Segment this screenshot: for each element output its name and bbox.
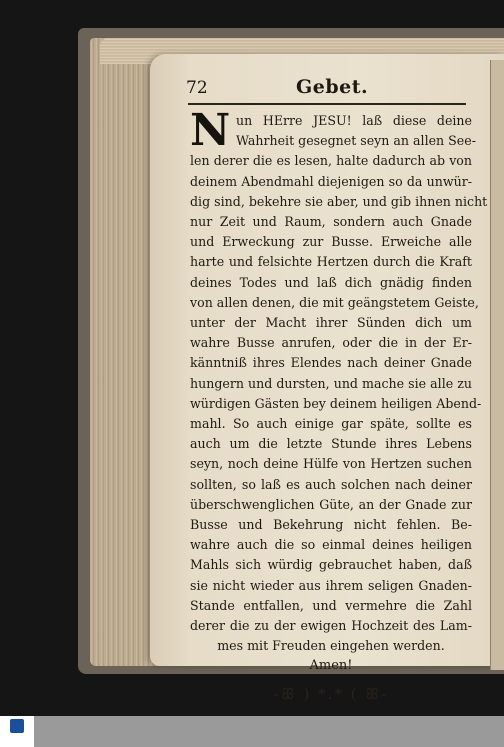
text-line: Wahrheit gesegnet seyn an allen See- — [236, 133, 476, 149]
text-line: deinem Abendmahl diejenigen so da unwür- — [190, 173, 472, 189]
text-line: wahre Busse anrufen, oder die in der Er- — [190, 335, 472, 351]
text-line: derer die zu der ewigen Hochzeit des Lam- — [190, 618, 472, 633]
text-line: mahl. So auch einige gar späte, sollte es — [190, 416, 472, 431]
text-line: un HErre JESU! laß diese deine — [236, 113, 472, 128]
text-line: känntniß ihres Elendes nach deiner Gnade — [190, 355, 472, 371]
text-line: dig sind, bekehre sie aber, und gib ihnen nicht — [190, 193, 488, 209]
text-line: überschwenglichen Güte, an der Gnade zur — [190, 496, 472, 512]
text-line: sollten, so laß es auch solchen nach deiner — [190, 476, 472, 492]
running-head: Gebet. — [296, 76, 369, 98]
text-line: harte und felsichte Hertzen durch die Kraft — [190, 254, 472, 270]
text-line: von allen denen, die mit geängstetem Geiste, — [190, 294, 479, 310]
text-line: würdigen Gästen bey deinem heiligen Abend- — [190, 395, 482, 411]
text-line: mes mit Freuden eingehen werden. — [217, 638, 445, 654]
text-line: nur Zeit und Raum, sondern auch Gnade — [190, 214, 472, 229]
library-logo-icon — [10, 719, 24, 733]
page-number: 72 — [186, 78, 208, 98]
page-header — [186, 76, 466, 102]
text-line: unter der Macht ihrer Sünden dich um — [190, 315, 472, 330]
text-line: und Erweckung zur Busse. Erweiche alle — [190, 234, 472, 250]
closing-ornament: -ꕥ ) *.* ( ꕥ- — [273, 684, 389, 703]
drop-cap-initial: N — [190, 105, 231, 156]
closing-amen: Amen! — [309, 658, 353, 674]
text-line: hungern und dursten, und mache sie alle zu — [190, 375, 472, 391]
text-line: Mahls sich würdig gebrauchet haben, daß — [190, 557, 472, 573]
viewer-footer-bar — [0, 716, 504, 747]
text-line: sie nicht wieder aus ihrem seligen Gnaden- — [190, 577, 472, 593]
text-line: Stande entfallen, und vermehre die Zahl — [190, 597, 472, 613]
text-line: Busse und Bekehrung nicht fehlen. Be- — [190, 517, 472, 532]
text-line: wahre auch die so einmal deines heiligen — [190, 537, 472, 553]
text-line: auch um die letzte Stunde ihres Lebens — [190, 436, 472, 452]
text-line: len derer die es lesen, halte dadurch ab von — [190, 153, 472, 169]
text-line: seyn, noch deine Hülfe von Hertzen suchen — [190, 456, 472, 472]
library-logo — [0, 716, 34, 747]
facing-page-edge — [490, 60, 504, 670]
text-line: deines Todes und laß dich gnädig finden — [190, 274, 472, 290]
